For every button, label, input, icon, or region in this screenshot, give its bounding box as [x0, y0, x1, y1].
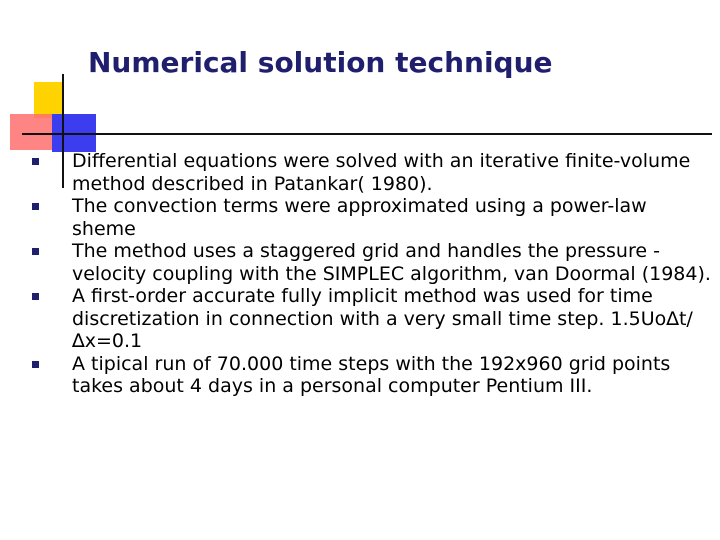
bullet-text: A first-order accurate fully implicit method was used for time discretization in connection with a very small time step. 1.5Uo∆t/∆x=0.1	[72, 285, 693, 352]
slide-title: Numerical solution technique	[88, 46, 553, 79]
bullet-text: Differential equations were solved with an iterative finite-volume method described in Patankar( 1980).	[72, 150, 691, 195]
bullet-item	[0, 150, 720, 195]
square-bullet-icon	[32, 293, 39, 300]
decorative-yellow-square	[34, 82, 64, 118]
decorative-horizontal-line	[22, 133, 712, 135]
square-bullet-icon	[32, 158, 39, 165]
bullet-item	[0, 285, 720, 353]
bullet-item	[0, 195, 720, 240]
bullet-text: The method uses a staggered grid and handles the pressure -velocity coupling with the SIMPLEC algorithm, van Doormal (1984).	[72, 240, 711, 285]
bullet-item	[0, 240, 720, 285]
square-bullet-icon	[32, 248, 39, 255]
decorative-red-square	[10, 114, 52, 150]
square-bullet-icon	[32, 361, 39, 368]
bullet-text: A tipical run of 70.000 time steps with the 192x960 grid points takes about 4 days in a personal computer Pentium III.	[72, 352, 671, 397]
bullet-list	[0, 150, 720, 398]
bullet-text: The convection terms were approximated using a power-law sheme	[72, 195, 647, 240]
bullet-item	[0, 353, 720, 398]
square-bullet-icon	[32, 203, 39, 210]
